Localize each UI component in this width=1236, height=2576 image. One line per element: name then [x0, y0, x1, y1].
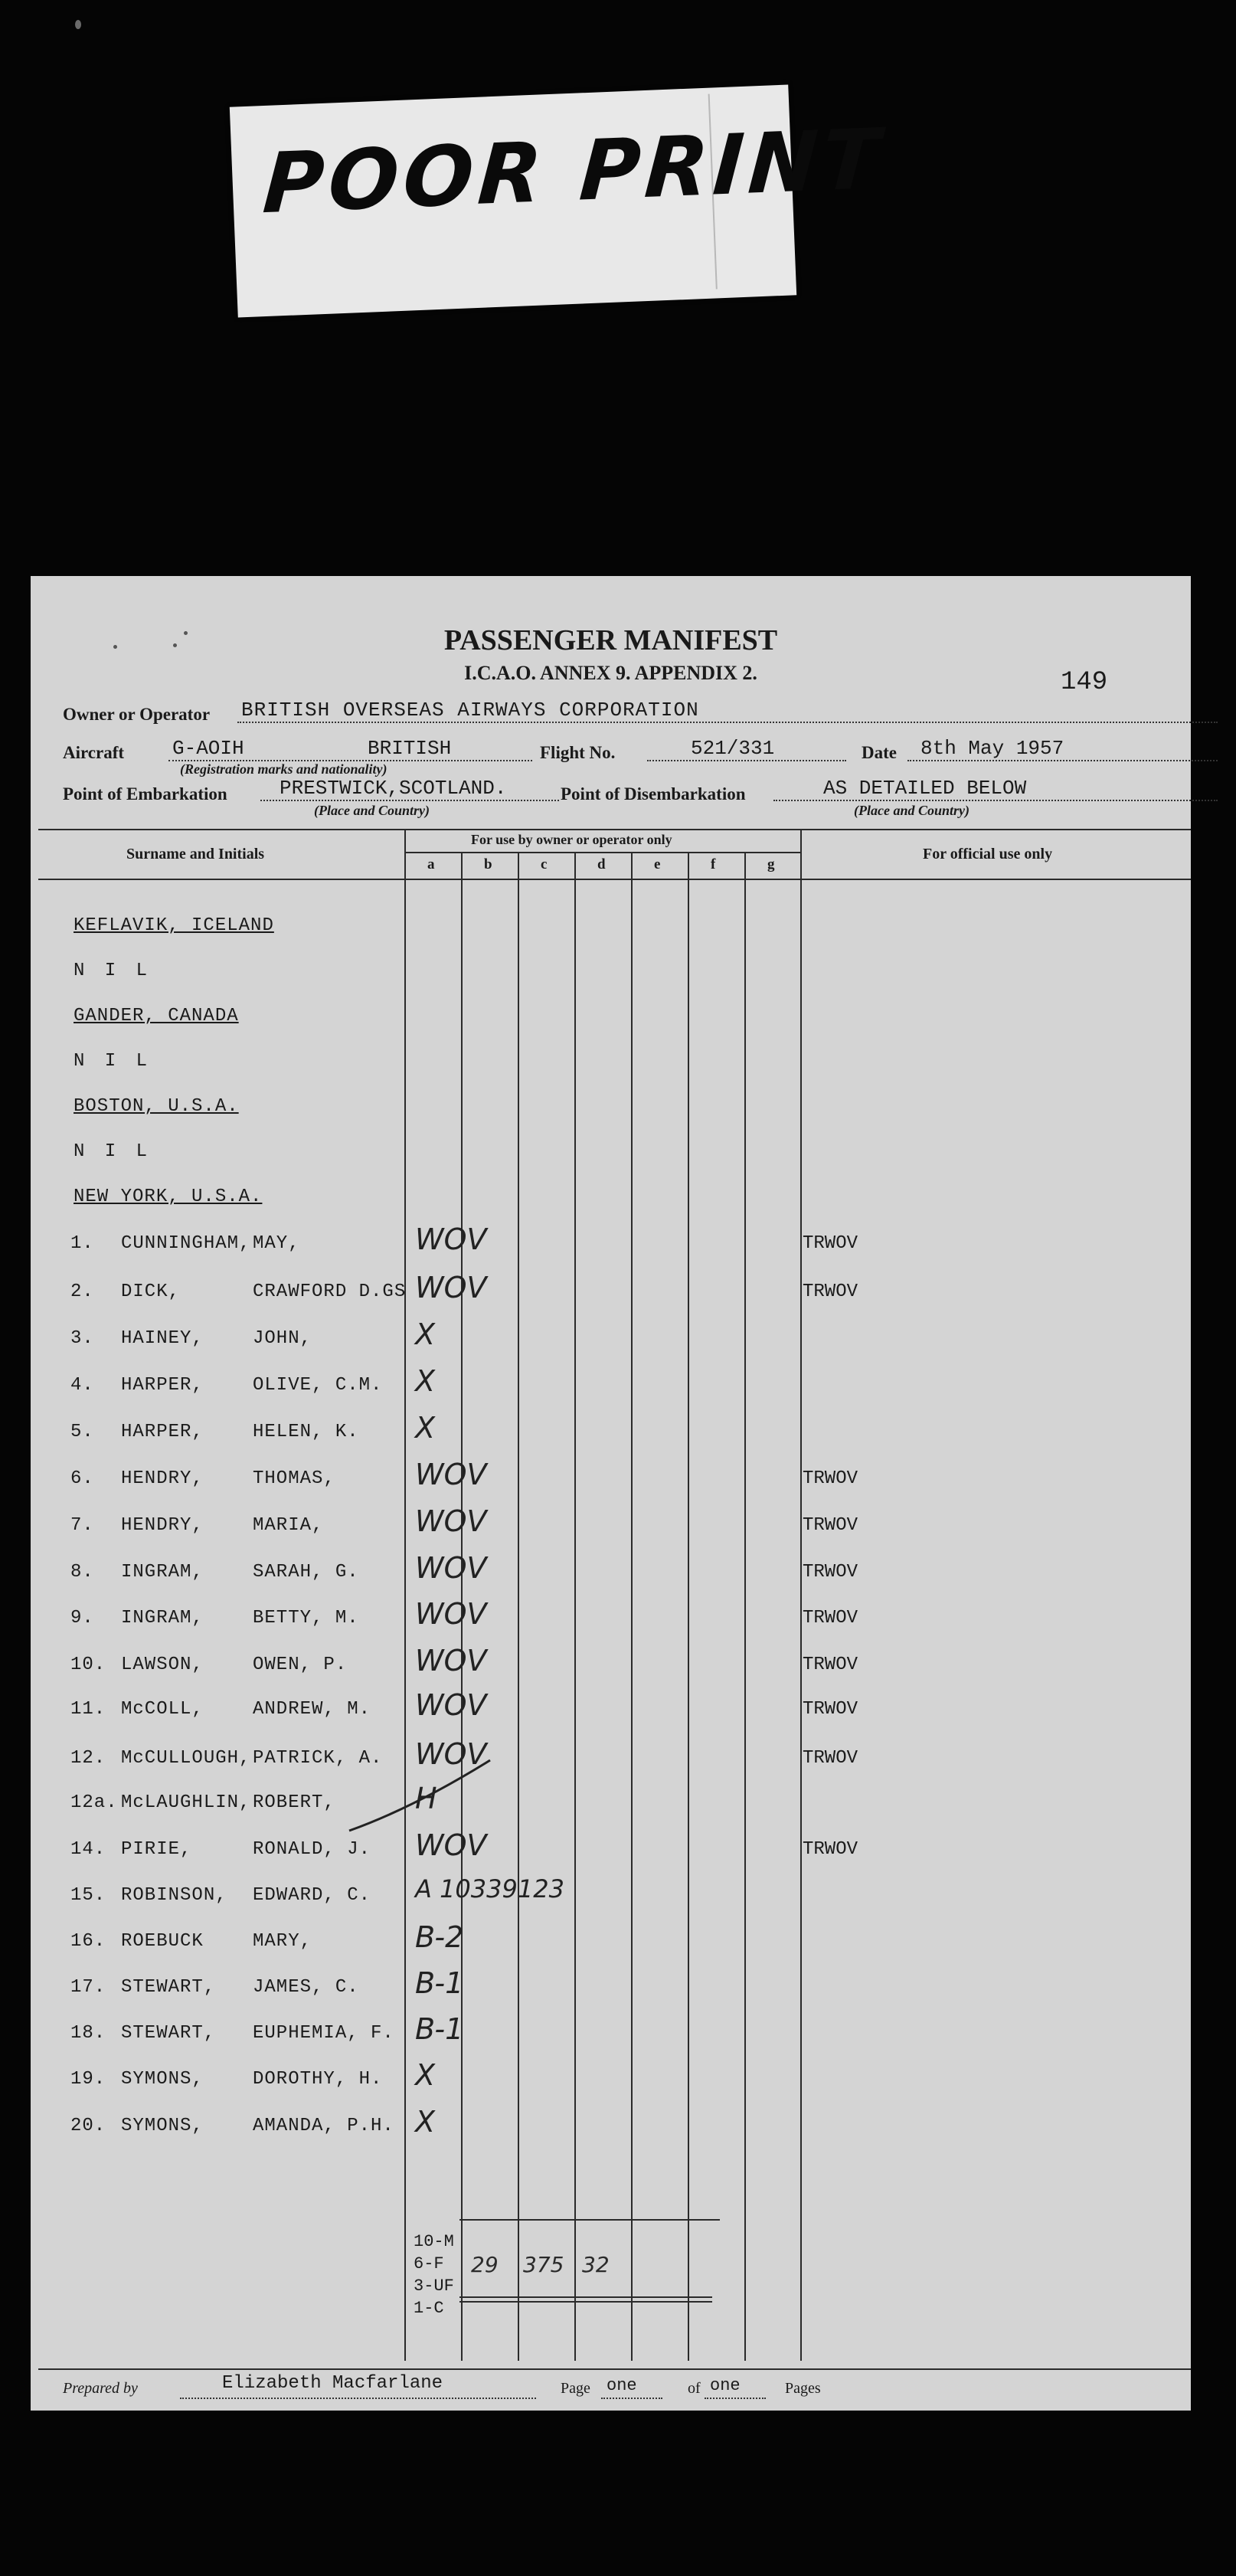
owner-dotted-line — [237, 722, 1218, 723]
passenger-surname: McLAUGHLIN, — [121, 1792, 251, 1813]
prepared-by-value: Elizabeth Macfarlane — [222, 2373, 443, 2394]
passenger-handwritten-mark: X — [415, 1411, 436, 1445]
passenger-number: 1. — [70, 1233, 94, 1254]
totals-top-rule — [459, 2219, 720, 2221]
passenger-surname: STEWART, — [121, 2023, 216, 2044]
flight-dotted-line — [647, 760, 846, 761]
operator-subheader-rule — [404, 852, 802, 853]
passenger-given-names: DOROTHY, H. — [253, 2069, 383, 2090]
passenger-number: 9. — [70, 1608, 94, 1628]
passenger-surname: HENDRY, — [121, 1468, 204, 1489]
passenger-number: 14. — [70, 1839, 106, 1860]
passenger-number: 12. — [70, 1748, 106, 1769]
passenger-handwritten-mark: WOV — [415, 1504, 487, 1538]
disembarkation-caption: (Place and Country) — [854, 803, 970, 818]
aircraft-registration: G-AOIH — [172, 737, 244, 760]
stop-nil-note: N I L — [74, 961, 152, 981]
operator-column-letter: f — [711, 856, 716, 872]
passenger-handwritten-mark: WOV — [415, 1828, 487, 1862]
count-male: 10-M — [414, 2232, 454, 2251]
official-use-mark: TRWOV — [803, 1281, 858, 1302]
passenger-handwritten-mark: B-1 — [415, 2012, 464, 2046]
document-title: PASSENGER MANIFEST — [443, 624, 778, 656]
of-label: of — [688, 2380, 701, 2397]
totals-category-counts — [414, 2231, 454, 2319]
passenger-surname: PIRIE, — [121, 1839, 192, 1860]
passenger-surname: HARPER, — [121, 1375, 204, 1396]
surname-column-header: Surname and Initials — [126, 846, 265, 862]
column-divider — [800, 829, 802, 2361]
operator-column-letter: d — [597, 856, 606, 872]
stop-location: GANDER, CANADA — [74, 1006, 239, 1026]
passenger-given-names: EUPHEMIA, F. — [253, 2023, 394, 2044]
flight-label: Flight No. — [540, 743, 616, 762]
official-use-mark: TRWOV — [803, 1562, 858, 1583]
passenger-surname: ROEBUCK — [121, 1931, 204, 1952]
embarkation-dotted-line — [260, 800, 559, 801]
passenger-handwritten-mark: X — [415, 1317, 436, 1351]
official-column-header: For official use only — [923, 846, 1053, 862]
table-top-rule — [38, 829, 1191, 830]
passenger-given-names: MARY, — [253, 1931, 312, 1952]
passenger-surname: HAINEY, — [121, 1328, 204, 1349]
passenger-given-names: MAY, — [253, 1233, 300, 1254]
passenger-given-names: JAMES, C. — [253, 1977, 359, 1998]
date-label: Date — [862, 743, 897, 762]
owner-label: Owner or Operator — [63, 705, 211, 724]
count-child: 1-C — [414, 2299, 444, 2318]
operator-column-letter: c — [541, 856, 548, 872]
column-divider — [574, 852, 576, 2361]
passenger-surname: STEWART, — [121, 1977, 216, 1998]
poor-print-text: POOR PRINT — [260, 111, 887, 233]
operator-column-letter: b — [484, 856, 492, 872]
poor-print-label — [230, 84, 887, 317]
passenger-handwritten-mark: WOV — [415, 1737, 487, 1771]
official-use-mark: TRWOV — [803, 1515, 858, 1536]
official-use-mark: TRWOV — [803, 1839, 858, 1860]
page-value: one — [607, 2376, 637, 2395]
passenger-given-names: HELEN, K. — [253, 1422, 359, 1442]
passenger-surname: McCOLL, — [121, 1699, 204, 1720]
passenger-number: 5. — [70, 1422, 94, 1442]
passenger-given-names: OLIVE, C.M. — [253, 1375, 383, 1396]
disembarkation-dotted-line — [773, 800, 1218, 801]
official-use-mark: TRWOV — [803, 1699, 858, 1720]
official-use-mark: TRWOV — [803, 1233, 858, 1254]
passenger-number: 12a. — [70, 1792, 118, 1813]
owner-value: BRITISH OVERSEAS AIRWAYS CORPORATION — [241, 699, 699, 722]
stop-location: KEFLAVIK, ICELAND — [74, 915, 274, 936]
official-use-mark: TRWOV — [803, 1468, 858, 1489]
of-value: one — [710, 2376, 741, 2395]
official-use-mark: TRWOV — [803, 1608, 858, 1628]
passenger-surname: SYMONS, — [121, 2116, 204, 2136]
passenger-handwritten-mark: H — [415, 1782, 437, 1815]
aircraft-label: Aircraft — [63, 743, 125, 762]
table-header-rule — [38, 879, 1191, 880]
pen-stroke-arrow — [345, 1746, 498, 1838]
aircraft-caption: (Registration marks and nationality) — [180, 761, 387, 777]
passenger-surname: SYMONS, — [121, 2069, 204, 2090]
column-divider — [744, 852, 746, 2361]
passenger-given-names: BETTY, M. — [253, 1608, 359, 1628]
passenger-surname: McCULLOUGH, — [121, 1748, 251, 1769]
passenger-given-names: SARAH, G. — [253, 1562, 359, 1583]
stop-nil-note: N I L — [74, 1051, 152, 1072]
passenger-given-names: MARIA, — [253, 1515, 324, 1536]
passenger-given-names: OWEN, P. — [253, 1655, 348, 1675]
passenger-given-names: PATRICK, A. — [253, 1748, 383, 1769]
column-divider — [631, 852, 633, 2361]
passenger-given-names: RONALD, J. — [253, 1839, 371, 1860]
prepared-dotted-line — [180, 2398, 536, 2399]
passenger-handwritten-mark: A 10339123 — [415, 1874, 564, 1903]
page-dotted-line — [601, 2398, 662, 2399]
passenger-number: 6. — [70, 1468, 94, 1489]
passenger-number: 3. — [70, 1328, 94, 1349]
official-use-mark: TRWOV — [803, 1655, 858, 1675]
passenger-handwritten-mark: WOV — [415, 1271, 487, 1304]
passenger-handwritten-mark: WOV — [415, 1551, 487, 1585]
passenger-handwritten-mark: WOV — [415, 1644, 487, 1678]
total-d: 32 — [582, 2252, 610, 2277]
passenger-surname: HARPER, — [121, 1422, 204, 1442]
passenger-surname: INGRAM, — [121, 1608, 204, 1628]
totals-double-rule — [459, 2301, 712, 2303]
embarkation-value: PRESTWICK,SCOTLAND. — [280, 777, 507, 800]
column-divider — [518, 852, 519, 2361]
pages-label: Pages — [785, 2380, 821, 2397]
passenger-surname: INGRAM, — [121, 1562, 204, 1583]
passenger-number: 20. — [70, 2116, 106, 2136]
count-uf: 3-UF — [414, 2277, 454, 2296]
passenger-number: 2. — [70, 1281, 94, 1302]
passenger-number: 10. — [70, 1655, 106, 1675]
passenger-number: 4. — [70, 1375, 94, 1396]
date-dotted-line — [907, 760, 1218, 761]
passenger-number: 7. — [70, 1515, 94, 1536]
operator-column-letter: g — [767, 856, 775, 872]
passenger-surname: DICK, — [121, 1281, 181, 1302]
passenger-handwritten-mark: WOV — [415, 1223, 487, 1256]
page-label: Page — [561, 2380, 590, 2397]
passenger-surname: HENDRY, — [121, 1515, 204, 1536]
passenger-surname: CUNNINGHAM, — [121, 1233, 251, 1254]
footer-rule — [38, 2368, 1191, 2370]
passenger-handwritten-mark: WOV — [415, 1688, 487, 1722]
passenger-surname: LAWSON, — [121, 1655, 204, 1675]
scan-speck — [75, 20, 81, 29]
passenger-handwritten-mark: WOV — [415, 1597, 487, 1631]
passenger-handwritten-mark: X — [415, 1364, 436, 1398]
manifest-sheet — [31, 576, 1191, 2411]
date-value: 8th May 1957 — [920, 737, 1064, 760]
passenger-handwritten-mark: WOV — [415, 1458, 487, 1491]
operator-column-letter: e — [654, 856, 661, 872]
operator-column-letter: a — [427, 856, 435, 872]
passenger-given-names: ROBERT, — [253, 1792, 335, 1813]
aircraft-nationality: BRITISH — [368, 737, 452, 760]
prepared-by-label: Prepared by — [63, 2380, 138, 2397]
passenger-handwritten-mark: X — [415, 2058, 436, 2092]
stop-nil-note: N I L — [74, 1141, 152, 1162]
passenger-given-names: CRAWFORD D.GS — [253, 1281, 407, 1302]
official-use-mark: TRWOV — [803, 1748, 858, 1769]
embarkation-caption: (Place and Country) — [314, 803, 430, 818]
passenger-handwritten-mark: B-2 — [415, 1920, 464, 1954]
count-female: 6-F — [414, 2254, 444, 2273]
document-subtitle: I.C.A.O. ANNEX 9. APPENDIX 2. — [464, 662, 757, 684]
passenger-given-names: JOHN, — [253, 1328, 312, 1349]
totals-double-rule — [459, 2296, 712, 2298]
passenger-number: 19. — [70, 2069, 106, 2090]
passenger-number: 8. — [70, 1562, 94, 1583]
passenger-given-names: ANDREW, M. — [253, 1699, 371, 1720]
page-stamp-number: 149 — [1061, 668, 1108, 697]
passenger-given-names: THOMAS, — [253, 1468, 335, 1489]
passenger-number: 17. — [70, 1977, 106, 1998]
passenger-number: 18. — [70, 2023, 106, 2044]
passenger-handwritten-mark: X — [415, 2105, 436, 2139]
disembarkation-value: AS DETAILED BELOW — [823, 777, 1027, 800]
total-c: 375 — [523, 2252, 564, 2277]
stop-location: NEW YORK, U.S.A. — [74, 1187, 263, 1207]
passenger-number: 11. — [70, 1699, 106, 1720]
passenger-handwritten-mark: B-1 — [415, 1966, 464, 2000]
stop-location: BOSTON, U.S.A. — [74, 1096, 239, 1117]
embarkation-label: Point of Embarkation — [63, 784, 227, 804]
passenger-number: 16. — [70, 1931, 106, 1952]
total-b: 29 — [471, 2252, 499, 2277]
passenger-number: 15. — [70, 1885, 106, 1906]
flight-number: 521/331 — [691, 737, 775, 760]
operator-column-header: For use by owner or operator only — [471, 832, 672, 847]
column-divider — [404, 829, 406, 2361]
column-divider — [688, 852, 689, 2361]
passenger-surname: ROBINSON, — [121, 1885, 227, 1906]
passenger-given-names: AMANDA, P.H. — [253, 2116, 394, 2136]
disembarkation-label: Point of Disembarkation — [561, 784, 746, 804]
passenger-given-names: EDWARD, C. — [253, 1885, 371, 1906]
of-dotted-line — [705, 2398, 766, 2399]
